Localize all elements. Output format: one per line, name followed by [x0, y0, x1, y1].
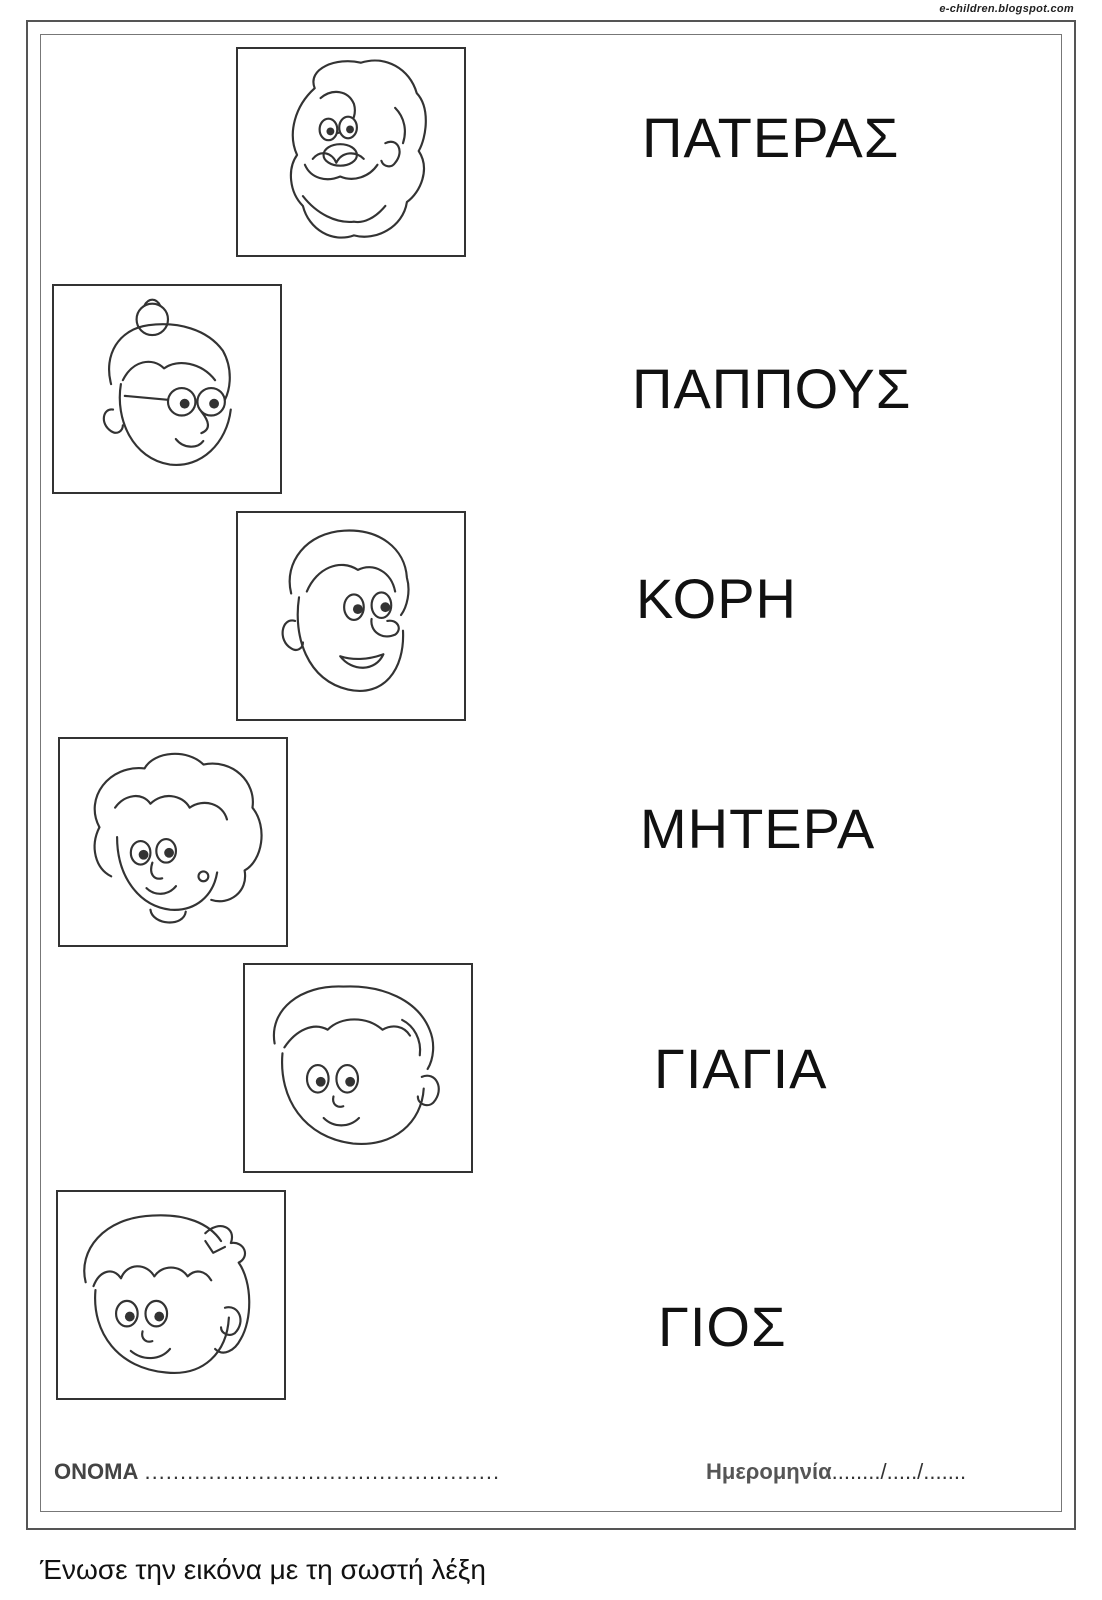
word-5[interactable]: ΓΙΑΓΙΑ	[654, 1037, 828, 1100]
word-6[interactable]: ΓΙΟΣ	[658, 1295, 787, 1358]
name-label: ΟΝΟΜΑ	[54, 1459, 139, 1484]
name-field[interactable]	[54, 1459, 500, 1485]
picture-box-4[interactable]	[58, 737, 288, 947]
word-3[interactable]: ΚΟΡΗ	[636, 567, 797, 630]
date-dots: ......../...../.......	[831, 1459, 967, 1484]
grandmother-face-icon	[54, 286, 280, 492]
name-dots: ..................................................	[144, 1459, 501, 1484]
date-field[interactable]	[706, 1459, 966, 1485]
date-label: Ημερομηνία	[706, 1459, 832, 1484]
picture-box-6[interactable]	[56, 1190, 286, 1400]
son-face-icon	[245, 965, 471, 1171]
word-4[interactable]: ΜΗΤΕΡΑ	[640, 797, 876, 860]
picture-box-5[interactable]	[243, 963, 473, 1173]
picture-box-3[interactable]	[236, 511, 466, 721]
watermark: e-children.blogspot.com	[939, 3, 1074, 15]
word-1[interactable]: ΠΑΤΕΡΑΣ	[642, 106, 900, 169]
instruction-text: Ένωσε την εικόνα με τη σωστή λέξη	[40, 1554, 486, 1585]
father-face-icon	[238, 513, 464, 719]
picture-box-1[interactable]	[236, 47, 466, 257]
mother-face-icon	[60, 739, 286, 945]
grandfather-face-icon	[238, 49, 464, 255]
picture-box-2[interactable]	[52, 284, 282, 494]
word-2[interactable]: ΠΑΠΠΟΥΣ	[632, 357, 912, 420]
daughter-face-icon	[58, 1192, 284, 1398]
